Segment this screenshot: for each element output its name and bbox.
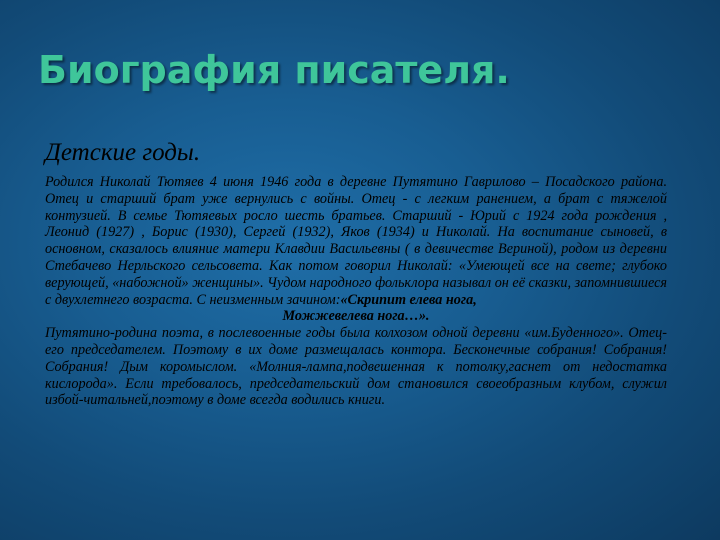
quote-line-2: Можжевелева нога…». — [282, 308, 430, 325]
slide-title: Биография писателя. — [38, 48, 510, 92]
slide-content — [45, 138, 667, 409]
slide-subtitle: Детские годы. — [45, 139, 201, 166]
quote-line-1: «Скрипит елева нога, — [340, 291, 477, 308]
biography-paragraph-1 — [45, 174, 667, 325]
paragraph-1-text: Родился Николай Тютяев 4 июня 1946 года в деревне Путятино Гаврилово – Посадского района. Отец и старший брат уже вернулись с войны. Отец - с легким ранением, а брат с тяжелой контузией. В семье Тютяевых росло шесть братьев. Старший - Юрий с 1924 года рождения , Леонид (1927) , Борис (1930), Сергей (1932), Яков (1934) и Николай. На воспитание сыновей, в основном, сказалось влияние матери Клавдии Васильевны ( в девичестве Вериной), родом из деревни Стебачево Нерльского сельсовета. Как потом говорил Николай: «Умеющей все на свете; глубоко верующей, «набожной» женщины». Чудом народного фольклора называл он её сказки, запомнившиеся с двухлетнего возраста. С неизменным зачином: — [45, 174, 667, 308]
biography-paragraph-2: Путятино-родина поэта, в послевоенные годы была колхозом одной деревни «им.Буденного». Отец-его председателем. Поэтому в их доме размещалась контора. Бесконечные собрания! Собрания! Собрания! Дым коромыслом. «Молния-лампа,подвешенная к потолку,гаснет от недостатка кислорода». Если требовалось, председательский дом становился своеобразным клубом, служил избой-читальней,поэтому в доме всегда водились книги. — [45, 325, 667, 409]
